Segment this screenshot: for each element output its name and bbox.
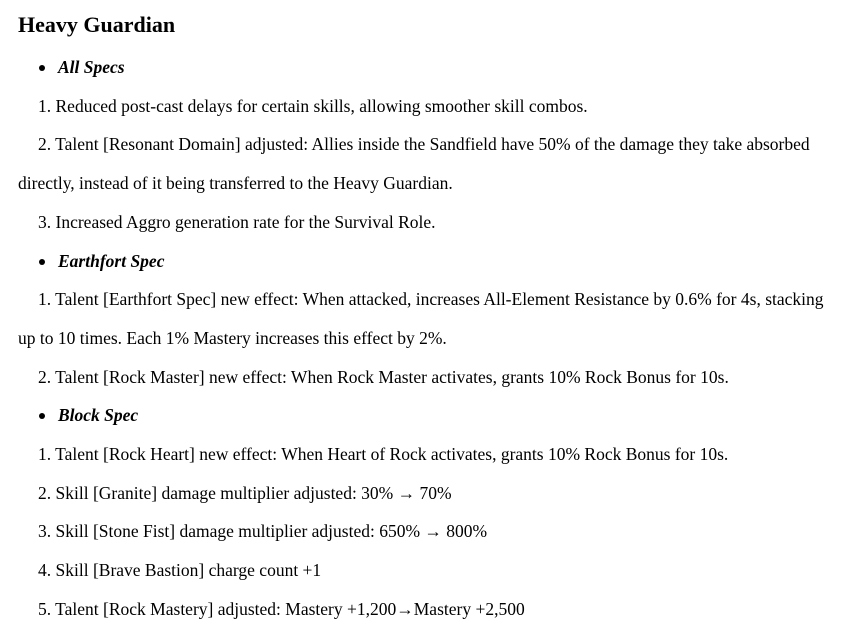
patch-notes-content [18,48,838,629]
bullet-icon [39,65,45,71]
list-item: 2. Talent [Rock Master] new effect: When Rock Master activates, grants 10% Rock Bonus for 10s. [38,366,729,387]
page-title: Heavy Guardian [18,12,176,37]
spec-heading-block-spec [18,396,838,435]
list-item: 2. Talent [Resonant Domain] adjusted: Allies inside the Sandfield have 50% of the damage they take absorbed directly, instead of it being transferred to the Heavy Guardian. [18,134,810,194]
list-item: 3. Skill [Stone Fist] damage multiplier adjusted: 650% → 800% [38,521,488,542]
list-item: 1. Talent [Rock Heart] new effect: When Heart of Rock activates, grants 10% Rock Bonus for 10s. [38,444,729,465]
spec-heading-all-specs [18,48,838,87]
spec-heading-label: Block Spec [58,405,139,426]
spec-heading-label: All Specs [58,57,125,77]
list-item: 4. Skill [Brave Bastion] charge count +1 [38,560,322,581]
bullet-icon [39,259,45,265]
list-item: 5. Talent [Rock Mastery] adjusted: Mastery +1,200→Mastery +2,500 [38,598,525,619]
list-item: 3. Increased Aggro generation rate for the Survival Role. [38,211,436,232]
list-item: 1. Talent [Earthfort Spec] new effect: When attacked, increases All-Element Resistance by 0.6% for 4s, stacking up to 10 times. Each 1% Mastery increases this effect by 2%. [18,289,824,348]
spec-heading-label: Earthfort Spec [58,250,165,271]
list-item: 2. Skill [Granite] damage multiplier adjusted: 30% → 70% [38,482,452,503]
spec-heading-earthfort-spec [18,242,838,281]
list-item: 1. Reduced post-cast delays for certain skills, allowing smoother skill combos. [38,95,588,116]
